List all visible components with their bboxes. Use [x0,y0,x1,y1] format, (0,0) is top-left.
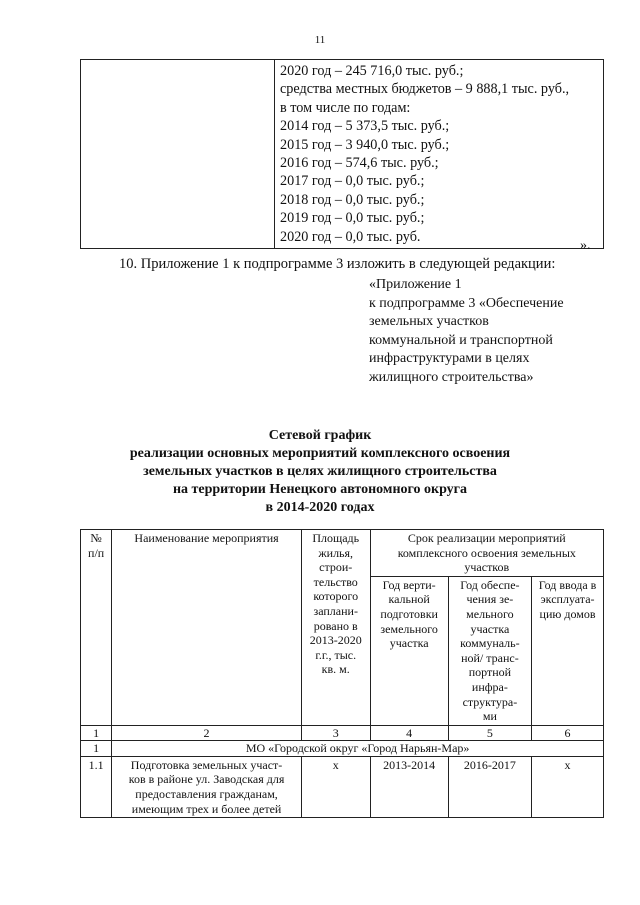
page-number: 11 [314,34,326,46]
item-10-text: 10. Приложение 1 к подпрограмме 3 изложить в следующей редакции: [119,256,556,272]
budget-lines-cell [275,60,604,249]
budget-line: 2018 год – 0,0 тыс. руб.; [280,191,425,208]
header-col6: Год ввода в эксплуата- цию домов [532,576,604,725]
appendix-line: «Приложение 1 [369,277,462,292]
column-number: 2 [112,725,302,740]
title-line: на территории Ненецкого автономного округа [172,482,468,497]
header-term-group: Срок реализации мероприятий комплексного освоения земельных участков [370,530,603,577]
row-no: 1.1 [81,756,112,817]
column-number: 6 [532,725,604,740]
table-row [81,756,604,817]
row-col4: 2013-2014 [370,756,448,817]
column-number: 3 [301,725,370,740]
budget-line: 2020 год – 0,0 тыс. руб. [280,228,421,245]
section-no: 1 [81,740,112,756]
column-number: 5 [448,725,531,740]
appendix-line: жилищного строительства» [369,369,534,385]
budget-line: 2020 год – 245 716,0 тыс. руб.; [280,63,464,79]
row-area: х [301,756,370,817]
appendix-heading [369,276,564,388]
column-number: 1 [81,725,112,740]
column-numbers-row [81,725,604,740]
title-line: земельных участков в целях жилищного строительства [143,464,497,479]
schedule-table [80,529,604,818]
title-line: Сетевой график [268,428,372,443]
title-line: в 2014-2020 годах [265,500,375,515]
budget-line: 2016 год – 574,6 тыс. руб.; [280,155,439,172]
schedule-title [0,427,640,517]
column-number: 4 [370,725,448,740]
section-row [81,740,604,756]
appendix-line: инфраструктурами в целях [369,351,530,367]
header-col5: Год обеспе- чения зе- мельного участка коммуналь- ной/ транс- портной инфра- структура- ми [448,576,531,725]
budget-continuation-table [80,59,604,249]
budget-line: в том числе по годам: [280,99,411,116]
row-name: Подготовка земельных участ- ков в районе ул. Заводская для предоставления гражданам, имеющим трех и более детей [112,756,302,817]
empty-cell [81,60,275,249]
budget-line: 2014 год – 5 373,5 тыс. руб.; [280,118,450,135]
appendix-line: к подпрограмме 3 «Обеспечение [369,295,564,311]
appendix-line: земельных участков [369,314,489,330]
appendix-line: коммунальной и транспортной [369,332,553,348]
budget-line: средства местных бюджетов – 9 888,1 тыс. руб., [280,81,570,98]
row-col5: 2016-2017 [448,756,531,817]
header-area: Площадь жилья, строи- тельство которого заплани- ровано в 2013-2020 г.г., тыс. кв. м. [301,530,370,726]
row-col6: х [532,756,604,817]
header-no: № п/п [81,530,112,726]
budget-line: 2015 год – 3 940,0 тыс. руб.; [280,136,450,153]
title-line: реализации основных мероприятий комплексного освоения [129,446,511,461]
closing-quote: ». [580,238,591,253]
budget-line: 2019 год – 0,0 тыс. руб.; [280,210,425,227]
header-name: Наименование мероприятия [112,530,302,726]
budget-line: 2017 год – 0,0 тыс. руб.; [280,173,425,190]
header-col4: Год верти- кальной подготовки земельного участка [370,576,448,725]
section-title: МО «Городской округ «Город Нарьян-Мар» [112,740,604,756]
